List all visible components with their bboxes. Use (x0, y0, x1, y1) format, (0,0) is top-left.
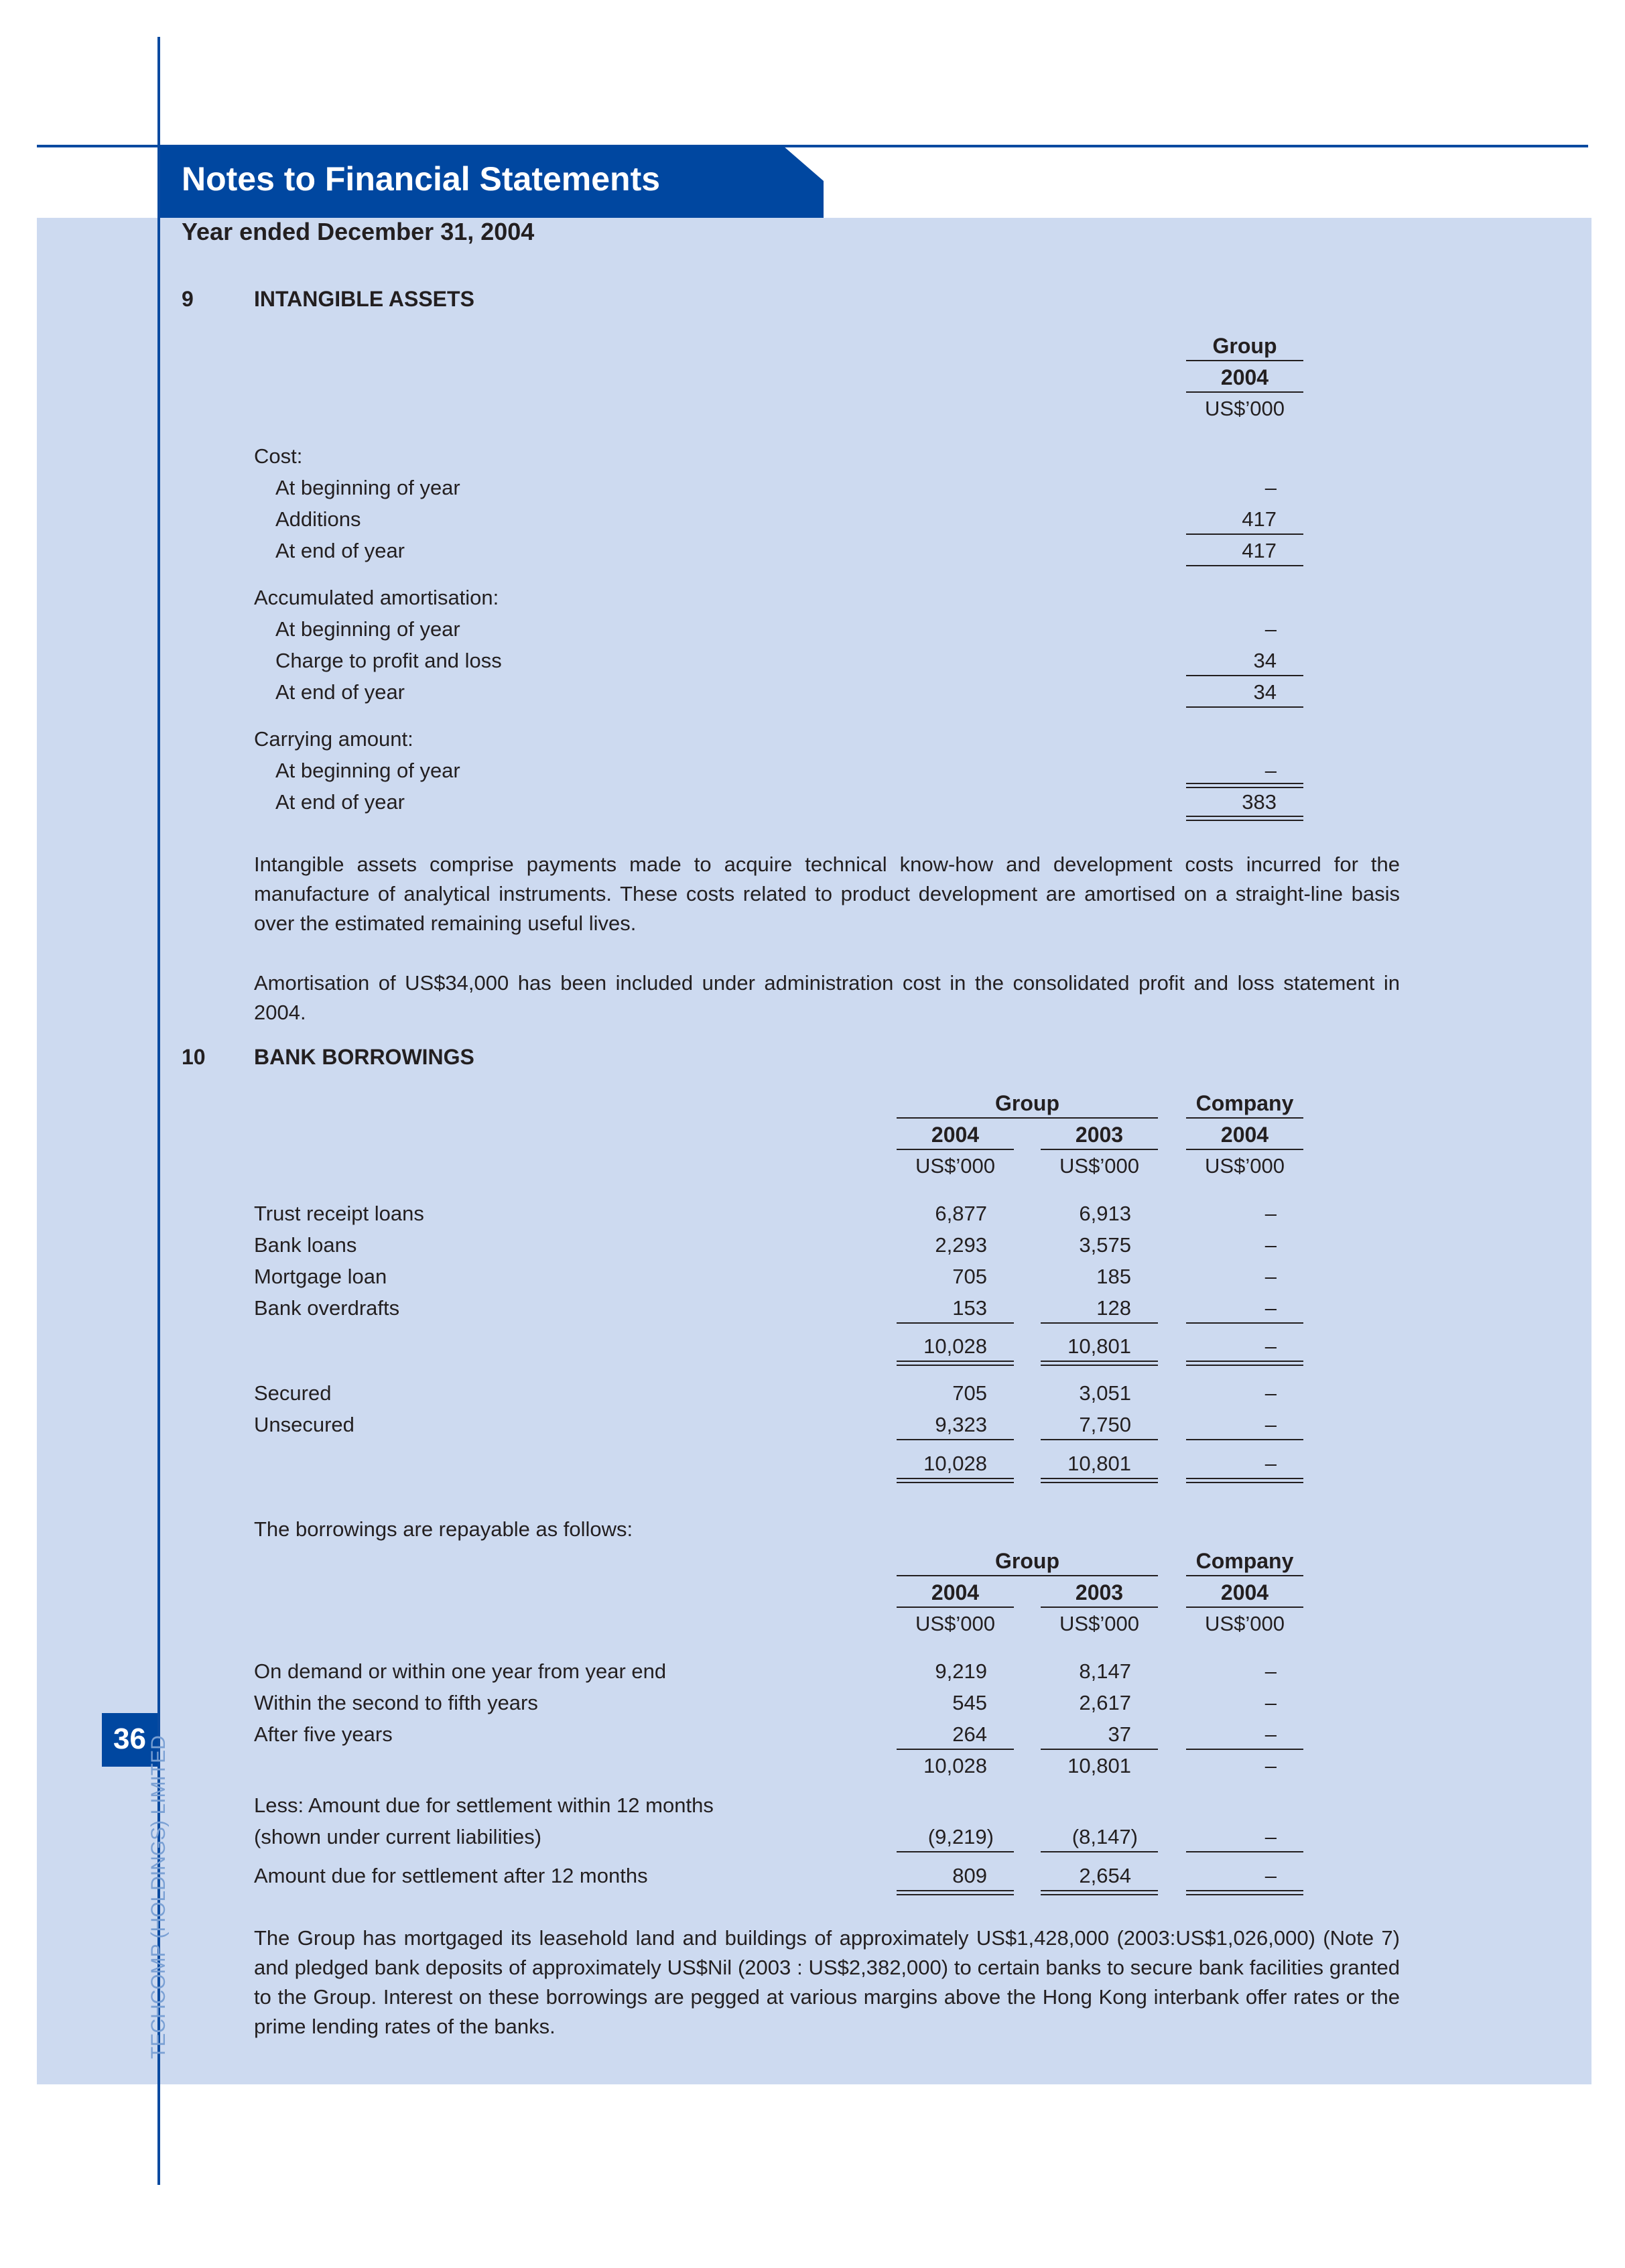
repay-col-group: Group (995, 1549, 1059, 1573)
note9-col-unit: US$’000 (1205, 397, 1285, 420)
rule (1186, 783, 1303, 784)
rule (1186, 675, 1303, 676)
table-cell: 9,323 (935, 1413, 987, 1436)
table-total: 10,028 (923, 1334, 987, 1358)
note9-number: 9 (182, 287, 194, 311)
rule (897, 1439, 1014, 1440)
rule (1041, 1322, 1158, 1324)
amort-row-label: At beginning of year (275, 617, 460, 641)
note9-paragraph-1: Intangible assets comprise payments made to acquire technical know-how and development costs incurred for the manufacture of analytical instruments. These costs related to product development are amortised on a straight-line basis over the estimated remaining useful lives. (254, 853, 1400, 935)
rule (897, 1894, 1014, 1895)
amort-row-label: Charge to profit and loss (275, 649, 502, 672)
table-total: 10,801 (1067, 1452, 1131, 1475)
rule (1041, 1606, 1158, 1608)
table-cell: – (1264, 1265, 1277, 1288)
note10-number: 10 (182, 1045, 206, 1069)
amort-row-value: 34 (1253, 649, 1277, 672)
rule (1186, 1322, 1303, 1324)
rule (1041, 1365, 1158, 1366)
rule (1186, 565, 1303, 566)
table-cell: – (1264, 1722, 1277, 1746)
table-cell: – (1264, 1413, 1277, 1436)
rule (1186, 1749, 1303, 1750)
table-cell: 185 (1096, 1265, 1131, 1288)
table-cell: – (1264, 1381, 1277, 1405)
rule (1041, 1439, 1158, 1440)
rule (897, 1365, 1014, 1366)
repay-col-year: 2003 (1075, 1580, 1124, 1604)
rule (897, 1149, 1014, 1150)
note10-col-unit: US$’000 (915, 1154, 995, 1178)
rule (1041, 1890, 1158, 1891)
cost-label: Cost: (254, 444, 303, 468)
rule (897, 1749, 1014, 1750)
rule (1186, 1575, 1303, 1576)
rule (1186, 1894, 1303, 1895)
table-cell: (8,147) (1071, 1825, 1138, 1848)
amort-label: Accumulated amortisation: (254, 586, 499, 609)
table-cell: 2,293 (935, 1233, 987, 1257)
rule (1041, 1361, 1158, 1362)
carrying-row-label: At end of year (275, 790, 405, 814)
note10-col-unit: US$’000 (1059, 1154, 1139, 1178)
note10-col-year: 2004 (931, 1123, 980, 1147)
repay-col-company: Company (1195, 1549, 1294, 1573)
table-row-label: After five years (254, 1722, 393, 1746)
rule (1041, 1482, 1158, 1483)
repay-intro: The borrowings are repayable as follows: (254, 1517, 633, 1541)
table-cell: – (1264, 1296, 1277, 1320)
rule (1186, 533, 1303, 535)
table-cell: 809 (952, 1864, 987, 1887)
rule (1041, 1149, 1158, 1150)
note9-col-year: 2004 (1220, 365, 1269, 389)
repay-col-unit: US$’000 (1059, 1612, 1139, 1635)
table-cell: – (1264, 1825, 1277, 1848)
rule (897, 1117, 1158, 1119)
table-row-label: Trust receipt loans (254, 1202, 424, 1225)
repay-col-unit: US$’000 (915, 1612, 995, 1635)
rule (1186, 1851, 1303, 1852)
amort-row-value: – (1264, 617, 1277, 641)
rule (897, 1482, 1014, 1483)
note9-paragraph-2: Amortisation of US$34,000 has been included under administration cost in the consolidated profit and loss statement in 2004. (254, 971, 1400, 1024)
rule (897, 1851, 1014, 1852)
rule (1186, 391, 1303, 393)
carrying-row-value: 383 (1242, 790, 1277, 814)
table-cell: 9,219 (935, 1659, 987, 1683)
table-row-label: Unsecured (254, 1413, 354, 1436)
rule (1186, 1117, 1303, 1119)
rule (1186, 1478, 1303, 1479)
table-cell: (9,219) (927, 1825, 994, 1848)
table-cell: – (1264, 1659, 1277, 1683)
table-row-label: Secured (254, 1381, 332, 1405)
page-title: Notes to Financial Statements (182, 160, 661, 198)
table-total: – (1264, 1754, 1277, 1777)
company-name: TECHCOMP (HOLDINGS) LIMITED (147, 1735, 170, 2059)
note10-col-group: Group (995, 1091, 1059, 1115)
table-row-label: Within the second to fifth years (254, 1691, 538, 1714)
after-label: Amount due for settlement after 12 months (254, 1864, 648, 1887)
table-cell: 128 (1096, 1296, 1131, 1320)
note10-col-unit: US$’000 (1205, 1154, 1285, 1178)
cost-row-value: – (1264, 476, 1277, 499)
table-total: 10,801 (1067, 1754, 1131, 1777)
cost-row-value: 417 (1242, 539, 1277, 562)
repay-col-year: 2004 (931, 1580, 980, 1604)
rule (897, 1322, 1014, 1324)
table-cell: 7,750 (1079, 1413, 1131, 1436)
rule (897, 1606, 1014, 1608)
less-label: Less: Amount due for settlement within 12 months (254, 1793, 714, 1817)
table-cell: 3,051 (1079, 1381, 1131, 1405)
cost-row-label: Additions (275, 507, 361, 531)
amort-row-label: At end of year (275, 680, 405, 704)
note10-title: BANK BORROWINGS (254, 1045, 474, 1069)
page-number: 36 (113, 1722, 146, 1755)
table-row-label: Bank overdrafts (254, 1296, 400, 1320)
table-cell: 2,654 (1079, 1864, 1131, 1887)
table-cell: – (1264, 1864, 1277, 1887)
rule (897, 1575, 1158, 1576)
table-cell: 8,147 (1079, 1659, 1131, 1683)
table-cell: 705 (952, 1381, 987, 1405)
rule (1186, 1606, 1303, 1608)
note10-col-year: 2004 (1220, 1123, 1269, 1147)
rule (1186, 706, 1303, 708)
table-cell: 705 (952, 1265, 987, 1288)
note9-title: INTANGIBLE ASSETS (254, 287, 474, 311)
less-label-continued: (shown under current liabilities) (254, 1825, 542, 1848)
note10-paragraph: The Group has mortgaged its leasehold land and buildings of approximately US$1,428,000 (2003:US$1,026,000) (Note 7) and pledged bank deposits of approximately US$Nil (2003 : US$2,382,000) to certain banks to secure bank facilities granted to the Group. Interest on these borrowings are pegged at various margins above the Hong Kong interbank offer rates or the prime lending rates of the banks. (254, 1926, 1400, 2038)
cost-row-label: At end of year (275, 539, 405, 562)
table-cell: 545 (952, 1691, 987, 1714)
table-total: 10,028 (923, 1754, 987, 1777)
table-row-label: Bank loans (254, 1233, 357, 1257)
note10-col-year: 2003 (1075, 1123, 1124, 1147)
rule (1186, 820, 1303, 821)
carrying-label: Carrying amount: (254, 727, 413, 751)
table-total: – (1264, 1452, 1277, 1475)
page-subtitle: Year ended December 31, 2004 (182, 218, 535, 245)
repay-col-year: 2004 (1220, 1580, 1269, 1604)
note10-col-company: Company (1195, 1091, 1294, 1115)
rule (897, 1890, 1014, 1891)
repay-col-unit: US$’000 (1205, 1612, 1285, 1635)
table-cell: 3,575 (1079, 1233, 1131, 1257)
carrying-row-value: – (1264, 759, 1277, 782)
table-cell: 264 (952, 1722, 987, 1746)
carrying-row-label: At beginning of year (275, 759, 460, 782)
rule (897, 1361, 1014, 1362)
table-cell: – (1264, 1202, 1277, 1225)
rule (1186, 1361, 1303, 1362)
cost-row-value: 417 (1242, 507, 1277, 531)
rule (1186, 787, 1303, 788)
note9-col-group: Group (1212, 334, 1277, 358)
table-cell: – (1264, 1233, 1277, 1257)
rule (1186, 1439, 1303, 1440)
rule (1041, 1851, 1158, 1852)
table-cell: 6,877 (935, 1202, 987, 1225)
cost-row-label: At beginning of year (275, 476, 460, 499)
table-row-label: Mortgage loan (254, 1265, 387, 1288)
table-row-label: On demand or within one year from year end (254, 1659, 667, 1683)
table-cell: – (1264, 1691, 1277, 1714)
rule (1186, 1149, 1303, 1150)
rule (1186, 1365, 1303, 1366)
table-cell: 2,617 (1079, 1691, 1131, 1714)
rule (1186, 1482, 1303, 1483)
table-cell: 6,913 (1079, 1202, 1131, 1225)
table-total: 10,801 (1067, 1334, 1131, 1358)
table-total: – (1264, 1334, 1277, 1358)
rule (1186, 1890, 1303, 1891)
rule (897, 1478, 1014, 1479)
rule (1041, 1894, 1158, 1895)
rule (1186, 816, 1303, 817)
table-cell: 37 (1108, 1722, 1131, 1746)
table-cell: 153 (952, 1296, 987, 1320)
rule (1041, 1478, 1158, 1479)
rule (1186, 360, 1303, 361)
amort-row-value: 34 (1253, 680, 1277, 704)
table-total: 10,028 (923, 1452, 987, 1475)
rule (1041, 1749, 1158, 1750)
